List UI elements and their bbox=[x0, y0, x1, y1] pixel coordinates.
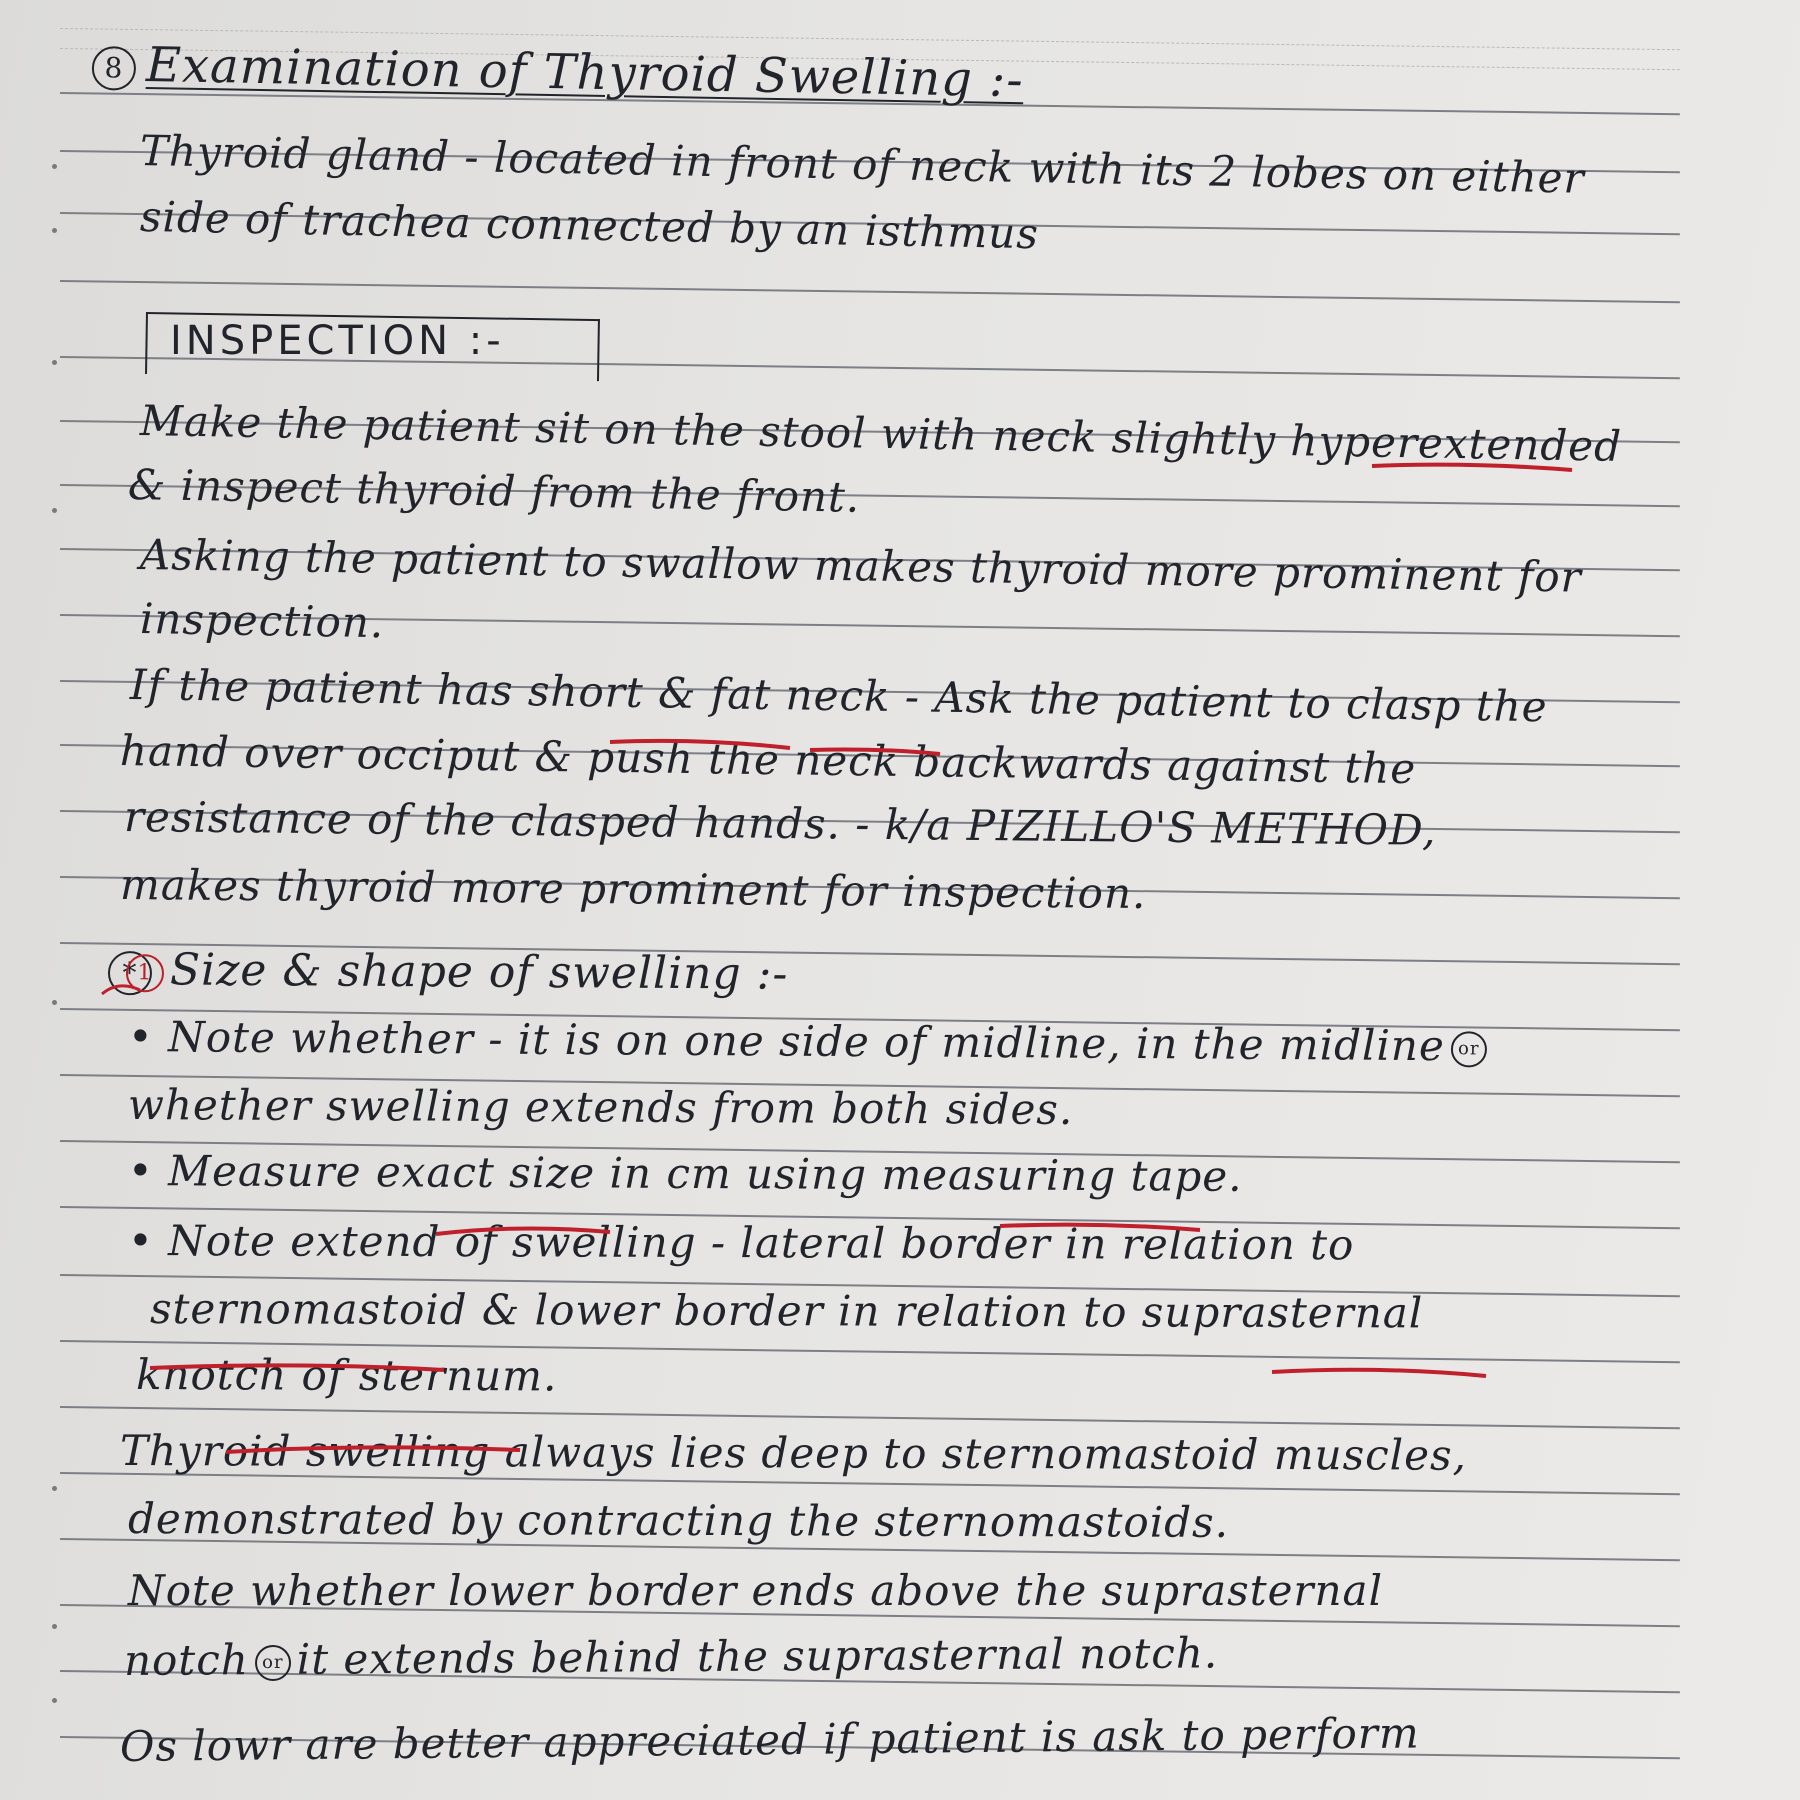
notch-text: notch bbox=[123, 1635, 249, 1685]
inspection-line: Asking the patient to swallow makes thyroid more prominent for bbox=[139, 530, 1583, 602]
closing-line: Note whether lower border ends above the suprasternal bbox=[128, 1566, 1384, 1615]
inspection-line: resistance of the clasped hands. - k/a PIZILLO'S METHOD, bbox=[123, 792, 1437, 855]
closing-text: better appreciated if patient is ask to perform bbox=[392, 1708, 1420, 1769]
star-mark: * bbox=[108, 951, 152, 995]
closing-line: demonstrated by contracting the sternomastoids. bbox=[127, 1494, 1230, 1547]
or-mark: or bbox=[1451, 1031, 1487, 1067]
sub-heading-number: 1 bbox=[126, 954, 164, 992]
closing-line bbox=[120, 1708, 1420, 1771]
inspection-line: hand over occiput & push the neck backwards against the bbox=[119, 726, 1417, 794]
bullet-line bbox=[128, 1012, 1493, 1071]
closing-text: it extends behind the suprasternal notch. bbox=[296, 1628, 1219, 1684]
margin-dot bbox=[52, 1624, 57, 1629]
inspection-line: makes thyroid more prominent for inspection. bbox=[119, 860, 1147, 918]
heading-line bbox=[92, 36, 1025, 108]
margin-dot bbox=[52, 1698, 57, 1703]
margin-dot bbox=[52, 1000, 57, 1005]
partial-text: Os lowr are bbox=[119, 1719, 379, 1771]
bullet-line: • Note extend of swelling - lateral border in relation to bbox=[127, 1216, 1355, 1270]
margin-dot bbox=[52, 164, 57, 169]
inspection-line: Make the patient sit on the stool with neck slightly hyperextended bbox=[139, 396, 1623, 471]
margin-dot bbox=[52, 360, 57, 365]
sub-heading-text: Size & shape of swelling :- bbox=[169, 944, 789, 1000]
red-underline bbox=[1272, 1370, 1486, 1376]
intro-line: Thyroid gland - located in front of neck with its 2 lobes on either bbox=[139, 126, 1586, 203]
heading-number: 8 bbox=[92, 46, 137, 91]
ruled-line bbox=[60, 280, 1680, 303]
margin-dot bbox=[52, 508, 57, 513]
inspection-line: If the patient has short & fat neck - Ask the patient to clasp the bbox=[129, 660, 1548, 732]
bullet-line: knotch of sternum. bbox=[135, 1350, 558, 1401]
intro-line: side of trachea connected by an isthmus bbox=[139, 192, 1040, 259]
margin-dot bbox=[52, 228, 57, 233]
bullet-text: • Note whether - it is on one side of midline, in the midline bbox=[127, 1012, 1445, 1071]
bullet-line: sternomastoid & lower border in relation to suprasternal bbox=[149, 1284, 1424, 1338]
bullet-line: • Measure exact size in cm using measuring tape. bbox=[127, 1146, 1243, 1201]
or-mark: or bbox=[255, 1645, 291, 1681]
inspection-line: & inspect thyroid from the front. bbox=[127, 460, 861, 522]
inspection-label: INSPECTION :- bbox=[170, 318, 505, 364]
heading-text: Examination of Thyroid Swelling :- bbox=[145, 36, 1025, 109]
bullet-line: whether swelling extends from both sides. bbox=[127, 1080, 1074, 1134]
sub-heading-line bbox=[108, 944, 789, 1000]
closing-line: Thyroid swelling always lies deep to sternomastoid muscles, bbox=[119, 1426, 1468, 1480]
inspection-line: inspection. bbox=[139, 594, 385, 648]
margin-dot bbox=[52, 1486, 57, 1491]
closing-line bbox=[124, 1628, 1219, 1685]
